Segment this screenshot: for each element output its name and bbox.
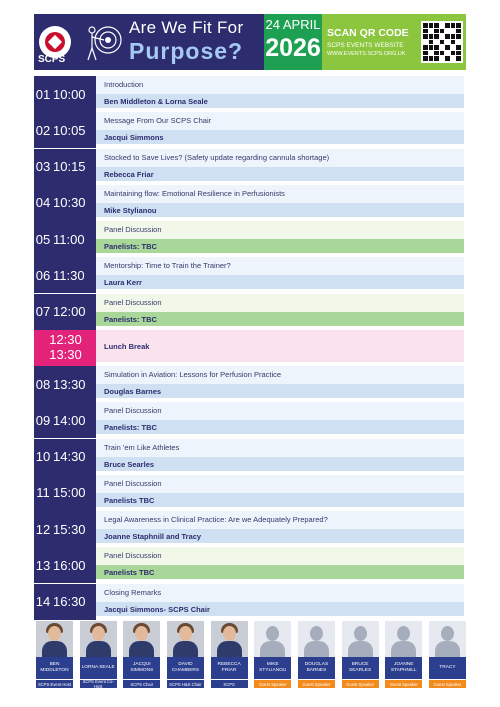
session-number: 04 (34, 185, 52, 221)
speaker-photo (167, 621, 204, 657)
session-details (96, 439, 464, 475)
session-time: 13:30 (52, 366, 96, 402)
session-speaker: Jacqui Simmons (96, 130, 464, 144)
speaker-photo (36, 621, 73, 657)
speaker-role: Guest Speaker (429, 679, 466, 688)
speaker-card (342, 621, 379, 688)
speaker-name: DOUGLAS BARNES (298, 657, 335, 679)
speaker-card (429, 621, 466, 688)
speaker-photo (211, 621, 248, 657)
speaker-card (211, 621, 248, 688)
session-details (96, 475, 464, 511)
session-details (96, 76, 464, 112)
session-time-start: 12:30 (49, 332, 82, 348)
speaker-role: SCPS Event Co-Host (80, 679, 117, 688)
session-details (96, 402, 464, 438)
session-topic: Maintaining flow: Emotional Resilience in Perfusionists (96, 185, 464, 203)
session-topic: Lunch Break (96, 330, 464, 362)
schedule-list (34, 76, 464, 620)
session-speaker: Joanne Staphnill and Tracy (96, 529, 464, 543)
date-year: 2026 (265, 34, 321, 62)
speaker-role: Guest Speaker (385, 679, 422, 688)
speaker-silhouette-icon (385, 621, 422, 657)
session-speaker: Laura Kerr (96, 275, 464, 289)
session-time: 12:00 (52, 294, 96, 330)
speaker-silhouette-icon (298, 621, 335, 657)
speaker-name: JACQUI SIMMONS (123, 657, 160, 679)
session-time: 10:15 (52, 149, 96, 185)
speaker-strip (36, 621, 466, 688)
session-time: 10:30 (52, 185, 96, 221)
speaker-name: DAVID CHAMBERS (167, 657, 204, 679)
session-time: 15:30 (52, 511, 96, 547)
session-speaker: Panelists TBC (96, 565, 464, 579)
session-details (96, 221, 464, 257)
speaker-name: JOANNE STAPHNILL (385, 657, 422, 679)
speaker-card (167, 621, 204, 688)
qr-text (327, 27, 415, 57)
session-topic: Panel Discussion (96, 402, 464, 420)
session-topic: Panel Discussion (96, 221, 464, 239)
schedule-row (34, 185, 464, 221)
session-speaker: Ben Middleton & Lorna Seale (96, 94, 464, 108)
session-speaker: Bruce Searles (96, 457, 464, 471)
session-number: 02 (34, 112, 52, 148)
speaker-role: Guest Speaker (298, 679, 335, 688)
session-time: 14:30 (52, 439, 96, 475)
session-number: 09 (34, 402, 52, 438)
speaker-photo (123, 621, 160, 657)
title-line-2: Purpose? (129, 38, 244, 64)
qr-code-icon[interactable] (421, 21, 463, 63)
schedule-row (34, 366, 464, 402)
speaker-name: BEN MIDDLETON (36, 657, 73, 679)
session-number: 10 (34, 439, 52, 475)
schedule-row (34, 439, 464, 475)
session-speaker: Panelists: TBC (96, 420, 464, 434)
speaker-card (36, 621, 73, 688)
session-topic: Mentorship: Time to Train the Trainer? (96, 257, 464, 275)
session-time-end: 13:30 (49, 346, 82, 362)
session-time: 10:00 (52, 76, 96, 112)
session-topic: Introduction (96, 76, 464, 94)
session-details (96, 185, 464, 221)
session-topic: Train 'em Like Athletes (96, 439, 464, 457)
session-number: 07 (34, 294, 52, 330)
session-number: 14 (34, 584, 52, 620)
session-topic: Legal Awareness in Clinical Practice: Are we Adequately Prepared? (96, 511, 464, 529)
session-speaker: Mike Stylianou (96, 203, 464, 217)
speaker-role: SCPS Event Host (36, 679, 73, 688)
speaker-name: REBECCA FRIAR (211, 657, 248, 679)
session-details (96, 112, 464, 148)
session-time: 10:05 (52, 112, 96, 148)
speaker-silhouette-icon (254, 621, 291, 657)
speaker-photo (80, 621, 117, 657)
schedule-row (34, 547, 464, 583)
qr-title: SCAN QR CODE (327, 27, 409, 39)
session-details (96, 257, 464, 293)
speaker-role: SCPS H&S Chair (167, 679, 204, 688)
session-details (96, 584, 464, 620)
session-time: 14:00 (52, 402, 96, 438)
session-details (96, 149, 464, 185)
target-figure-icon (84, 20, 122, 64)
session-topic: Closing Remarks (96, 584, 464, 602)
session-number: 05 (34, 221, 52, 257)
session-speaker: Douglas Barnes (96, 384, 464, 398)
session-topic: Panel Discussion (96, 547, 464, 565)
session-topic: Panel Discussion (96, 294, 464, 312)
speaker-silhouette-icon (342, 621, 379, 657)
speaker-name: MIKE STYLIANOU (254, 657, 291, 679)
schedule-row (34, 76, 464, 112)
logo-text: SCPS (38, 54, 66, 65)
session-number: 08 (34, 366, 52, 402)
session-details (96, 294, 464, 330)
speaker-role: SCPS (211, 679, 248, 688)
session-time: 11:00 (52, 221, 96, 257)
session-time (34, 330, 96, 366)
session-time: 15:00 (52, 475, 96, 511)
session-speaker: Panelists: TBC (96, 312, 464, 326)
speaker-name: TRACY (429, 657, 466, 679)
session-details (96, 330, 464, 366)
session-time: 16:30 (52, 584, 96, 620)
session-details (96, 511, 464, 547)
session-number: 03 (34, 149, 52, 185)
schedule-row (34, 475, 464, 511)
session-details (96, 366, 464, 402)
session-number: 12 (34, 511, 52, 547)
event-date (264, 14, 322, 70)
speaker-card (385, 621, 422, 688)
speaker-name: BRUCE SEARLES (342, 657, 379, 679)
speaker-silhouette-icon (429, 621, 466, 657)
event-header (34, 14, 466, 70)
speaker-role: SCPS Chair (123, 679, 160, 688)
session-speaker: Panelists: TBC (96, 239, 464, 253)
qr-url[interactable]: WWW.EVENTS.SCPS.ORG.UK (327, 51, 406, 57)
session-details (96, 547, 464, 583)
session-speaker: Rebecca Friar (96, 167, 464, 181)
schedule-row (34, 257, 464, 293)
session-number: 06 (34, 257, 52, 293)
schedule-row (34, 149, 464, 185)
schedule-row (34, 402, 464, 438)
schedule-row (34, 294, 464, 330)
speaker-role: Guest Speaker (254, 679, 291, 688)
session-time: 11:30 (52, 257, 96, 293)
speaker-card (123, 621, 160, 688)
session-time: 16:00 (52, 547, 96, 583)
title-line-1: Are We Fit For (129, 18, 244, 37)
speaker-card (254, 621, 291, 688)
schedule-row (34, 221, 464, 257)
speaker-name: LORNA SEALE (80, 657, 117, 679)
speaker-role: Guest Speaker (342, 679, 379, 688)
schedule-row (34, 330, 464, 366)
schedule-row (34, 112, 464, 148)
date-day-month: 24 APRIL (265, 17, 321, 32)
header-title-block (34, 14, 264, 70)
session-topic: Message From Our SCPS Chair (96, 112, 464, 130)
schedule-row (34, 511, 464, 547)
qr-subtitle: SCPS EVENTS WEBSITE (327, 42, 404, 49)
session-number: 01 (34, 76, 52, 112)
qr-block (322, 14, 466, 70)
session-topic: Stocked to Save Lives? (Safety update regarding cannula shortage) (96, 149, 464, 167)
session-topic: Simulation in Aviation: Lessons for Perfusion Practice (96, 366, 464, 384)
session-number: 13 (34, 547, 52, 583)
session-speaker: Jacqui Simmons- SCPS Chair (96, 602, 464, 616)
speaker-card (298, 621, 335, 688)
session-topic: Panel Discussion (96, 475, 464, 493)
session-speaker: Panelists TBC (96, 493, 464, 507)
session-number: 11 (34, 475, 52, 511)
schedule-row (34, 584, 464, 620)
speaker-card (80, 621, 117, 688)
event-title (129, 19, 243, 63)
